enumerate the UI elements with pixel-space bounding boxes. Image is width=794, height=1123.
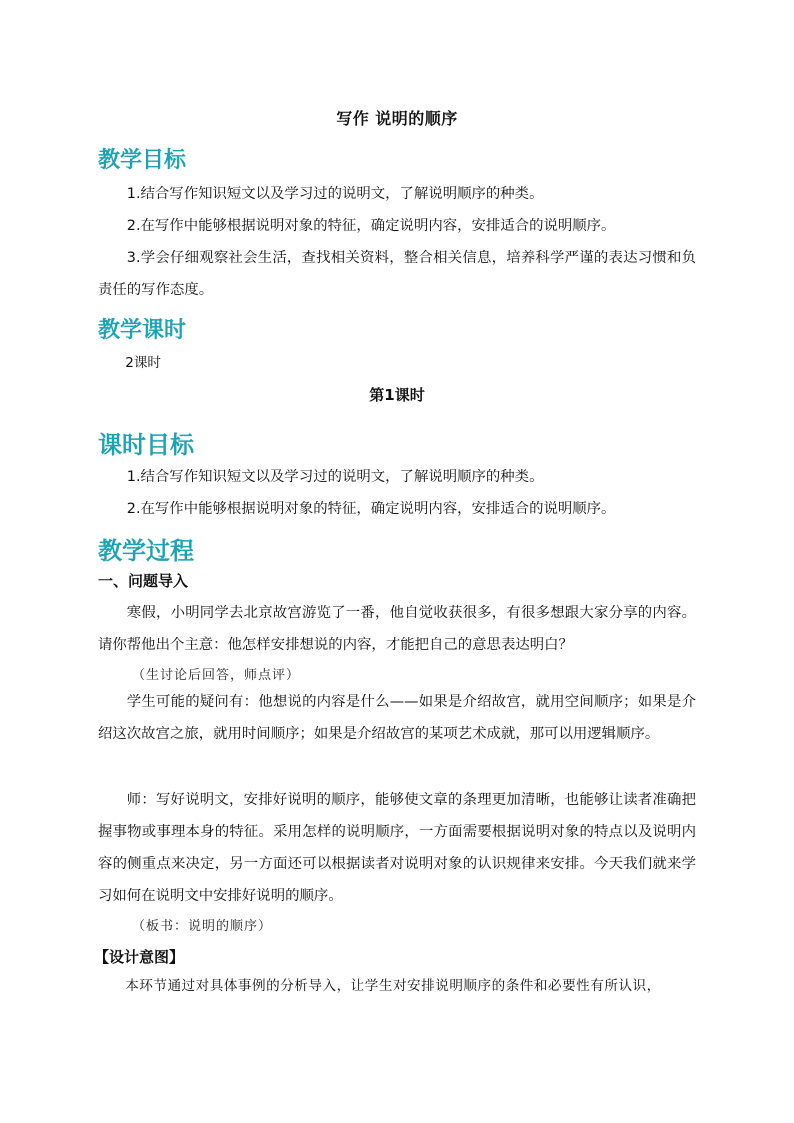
document-title: 写作 说明的顺序 xyxy=(336,109,458,128)
section-1-paragraph-1: 寒假，小明同学去北京故宫游览了一番，他自觉收获很多，有很多想跟大家分享的内容。请你帮他出个主意：他怎样安排想说的内容，才能把自己的意思表达明白？ xyxy=(98,605,696,653)
section-1-note-2: （板书：说明的顺序） xyxy=(132,919,273,934)
section-1-note-1: （生讨论后回答，师点评） xyxy=(132,668,301,683)
lesson-goal-item-1: 1.结合写作知识短文以及学习过的说明文，了解说明顺序的种类。 xyxy=(126,469,544,485)
design-intent-paragraph: 本环节通过对具体事例的分析导入，让学生对安排说明顺序的条件和必要性有所认识， xyxy=(125,978,661,994)
goal-item-1: 1.结合写作知识短文以及学习过的说明文，了解说明顺序的种类。 xyxy=(126,186,544,202)
lesson-goals-heading: 课时目标 xyxy=(98,431,194,459)
lesson-title: 第1课时 xyxy=(369,386,425,404)
section-1-paragraph-2: 学生可能的疑问有：他想说的内容是什么——如果是介绍故宫，就用空间顺序；如果是介绍这次故宫之旅，就用时间顺序；如果是介绍故宫的某项艺术成就，那可以用逻辑顺序。 xyxy=(98,694,696,742)
section-1-paragraph-3: 师：写好说明文，安排好说明的顺序，能够使文章的条理更加清晰，也能够让读者准确把握事物或事理本身的特征。采用怎样的说明顺序，一方面需要根据说明对象的特点以及说明内容的侧重点来决定，另一方面还可以根据读者对说明对象的认识规律来安排。今天我们就来学习如何在说明文中安排好说明的顺序。 xyxy=(98,792,696,904)
goal-item-3: 3.学会仔细观察社会生活，查找相关资料，整合相关信息，培养科学严谨的表达习惯和负责任的写作态度。 xyxy=(98,250,696,298)
teaching-hours-value: 2课时 xyxy=(125,355,162,371)
lesson-goal-item-2: 2.在写作中能够根据说明对象的特征，确定说明内容，安排适合的说明顺序。 xyxy=(126,501,616,517)
design-intent-title: 【设计意图】 xyxy=(94,948,185,966)
teaching-goals-heading: 教学目标 xyxy=(98,148,187,173)
teaching-process-heading: 教学过程 xyxy=(98,537,194,565)
teaching-hours-heading: 教学课时 xyxy=(98,318,187,343)
section-1-title: 一、问题导入 xyxy=(98,572,189,590)
goal-item-2: 2.在写作中能够根据说明对象的特征，确定说明内容，安排适合的说明顺序。 xyxy=(126,218,616,234)
